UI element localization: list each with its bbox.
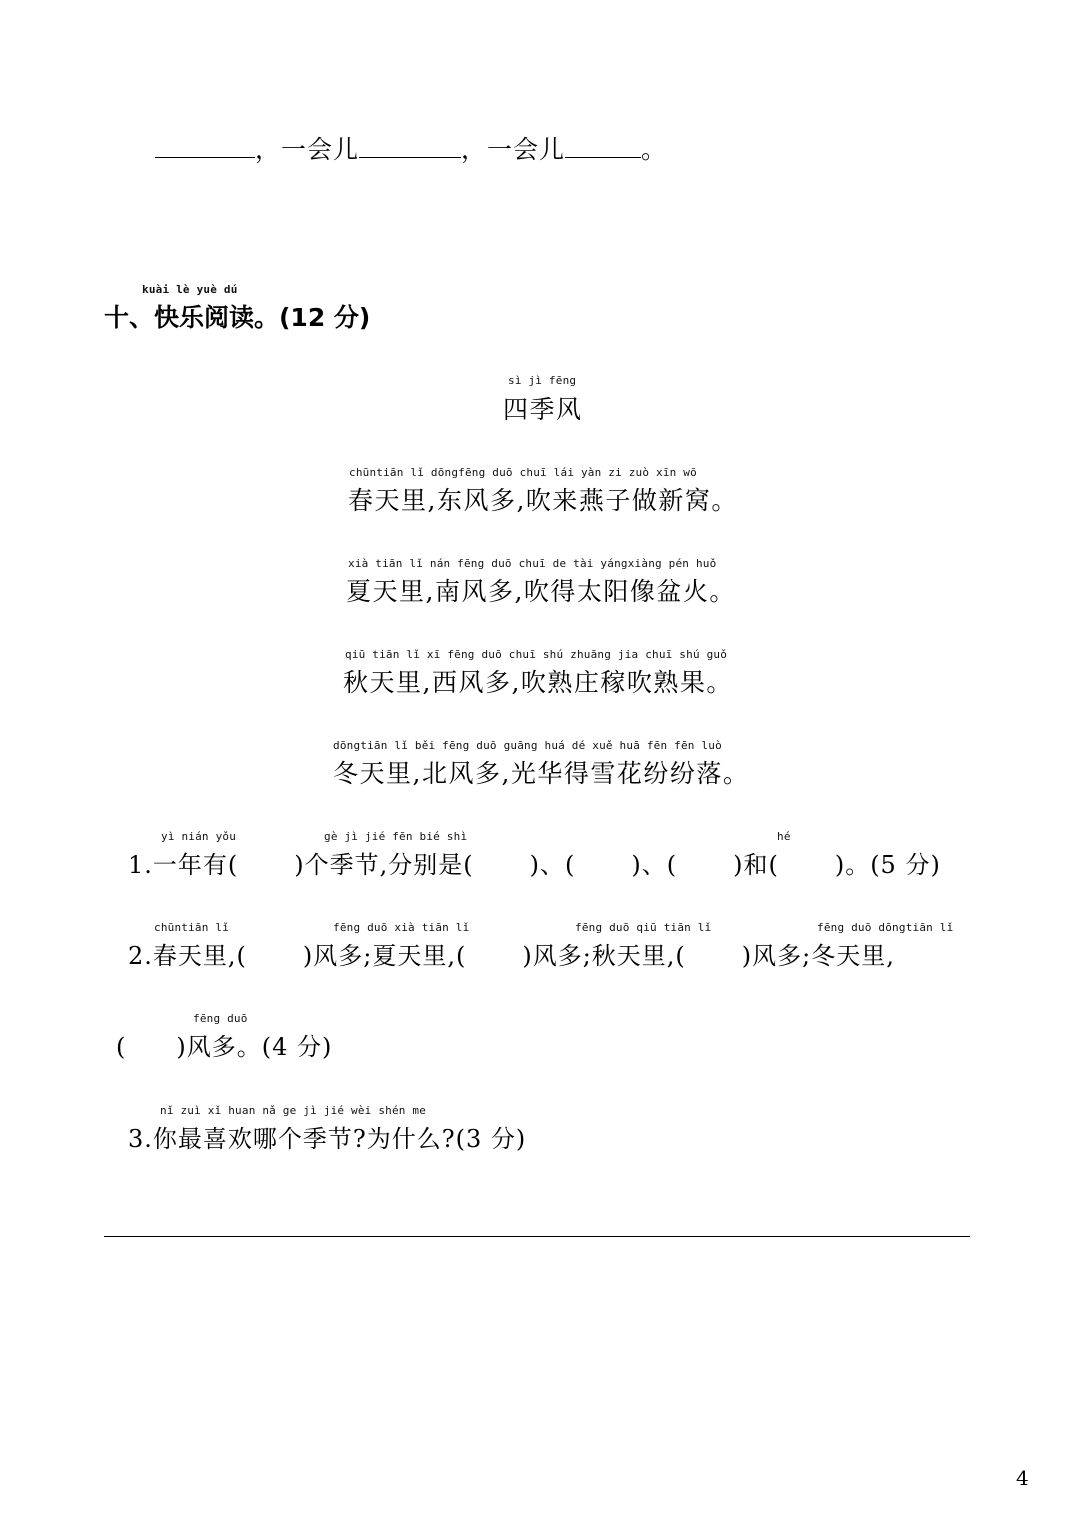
section-pinyin: kuài lè yuè dú	[142, 283, 238, 296]
q2-part-c: )风多;秋天里,(	[522, 942, 686, 970]
q1-part-f: )。(5 分)	[834, 851, 941, 879]
blank-2[interactable]	[359, 135, 461, 158]
end-punct: 。	[641, 135, 668, 164]
poem-line-3-pinyin: qiū tiān lǐ xī fēng duō chuī shú zhuāng jia chuī shú guǒ	[345, 648, 728, 661]
q1-part-a: 1.一年有(	[128, 851, 239, 879]
poem-line-1: 春天里,东风多,吹来燕子做新窝。	[348, 486, 738, 515]
question-1	[128, 845, 941, 880]
question-3: 3.你最喜欢哪个季节?为什么?(3 分)	[128, 1125, 527, 1153]
question-2-line-1	[128, 936, 895, 971]
sep-1: ，一会儿	[255, 135, 360, 164]
poem-title: 四季风	[503, 395, 583, 424]
blank-3[interactable]	[565, 135, 641, 158]
q1-pinyin-a: yì nián yǒu	[161, 830, 237, 843]
top-fill-line	[155, 130, 667, 166]
q2-part-b: )风多;夏天里,(	[302, 942, 467, 970]
poem-line-2-pinyin: xià tiān lǐ nán fēng duō chuī de tài yángxiàng pén huǒ	[348, 557, 717, 570]
q1-part-b: )个季节,分别是(	[294, 851, 474, 879]
q2-part-e: (	[116, 1033, 127, 1061]
q3-pinyin: nǐ zuì xǐ huan nǎ ge jì jié wèi shén me	[160, 1104, 427, 1117]
section-title: 十、快乐阅读。(12 分)	[104, 303, 371, 332]
q2-part-a: 2.春天里,(	[128, 942, 247, 970]
q2-pinyin-2: fēng duō xià tiān lǐ	[333, 921, 470, 934]
q2-pinyin-3: fēng duō qiū tiān lǐ	[575, 921, 712, 934]
q2-part-f: )风多。(4 分)	[176, 1033, 333, 1061]
page-number: 4	[1016, 1466, 1029, 1490]
poem-line-2: 夏天里,南风多,吹得太阳像盆火。	[346, 577, 736, 606]
q1-pinyin-c: hé	[777, 830, 791, 843]
sep-2: ，一会儿	[461, 135, 566, 164]
q1-part-d: )、(	[631, 851, 678, 879]
q1-part-c: )、(	[529, 851, 576, 879]
question-2-line-2	[116, 1027, 332, 1062]
q2-pinyin-1: chūntiān lǐ	[154, 921, 230, 934]
q1-pinyin-b: gè jì jié fēn bié shì	[324, 830, 468, 843]
q1-part-e: )和(	[733, 851, 779, 879]
poem-line-1-pinyin: chūntiān lǐ dōngfēng duō chuī lái yàn zi zuò xīn wō	[349, 466, 697, 479]
poem-title-pinyin: sì jì fēng	[508, 374, 577, 387]
q2-pinyin-5: fēng duō	[193, 1012, 248, 1025]
q2-pinyin-4: fēng duō dōngtiān lǐ	[817, 921, 954, 934]
poem-line-3: 秋天里,西风多,吹熟庄稼吹熟果。	[343, 668, 733, 697]
answer-line[interactable]	[104, 1236, 970, 1237]
poem-line-4-pinyin: dōngtiān lǐ běi fēng duō guāng huá dé xuě huā fēn fēn luò	[333, 739, 722, 752]
poem-line-4: 冬天里,北风多,光华得雪花纷纷落。	[333, 759, 750, 788]
q2-part-d: )风多;冬天里,	[741, 942, 895, 970]
blank-1[interactable]	[155, 135, 255, 158]
